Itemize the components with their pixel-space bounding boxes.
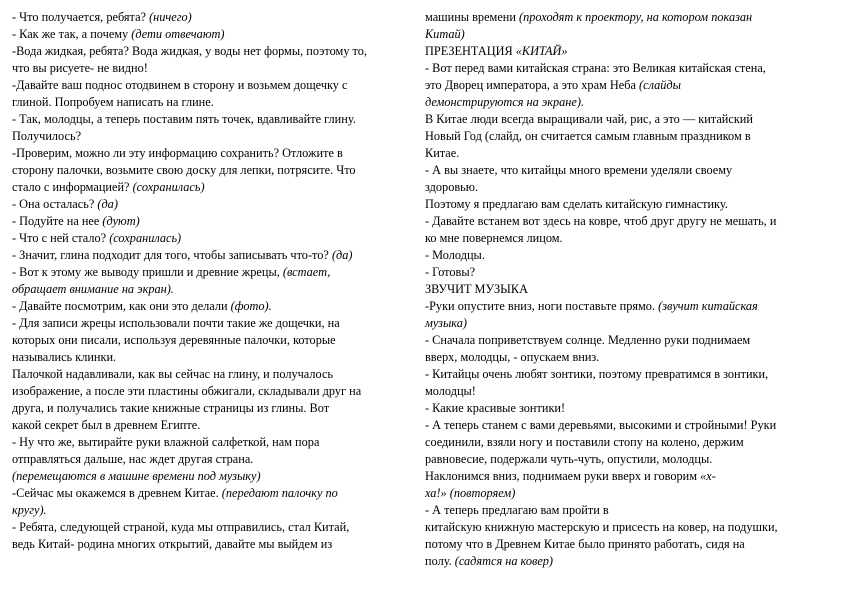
text-segment: - А теперь предлагаю вам пройти в [425,503,609,517]
text-segment: - Вот перед вами китайская страна: это Великая китайская стена, [425,61,766,75]
italic-remark: (проходят к проектору, на котором показан [519,10,753,24]
text-line [425,485,830,502]
text-line [12,502,407,519]
text-line [12,77,407,94]
italic-remark: (дети отвечают) [131,27,225,41]
text-line [425,553,830,570]
text-line [425,264,830,281]
text-segment: - А вы знаете, что китайцы много времени уделяли своему [425,163,733,177]
text-segment: Палочкой надавливали, как вы сейчас на глину, и получалось [12,367,334,381]
text-line [12,451,407,468]
text-segment: друга, и получались такие книжные страницы из глины. Вот [12,401,330,415]
italic-remark: (перемещаются в машине времени под музыку) [12,469,261,483]
italic-remark: (встает, [282,265,331,279]
text-line [425,281,830,298]
text-line [12,26,407,43]
italic-remark: (дуют) [102,214,140,228]
text-segment: Китае. [425,146,460,160]
text-line [12,179,407,196]
text-line [425,247,830,264]
text-segment: - Так, молодцы, а теперь поставим пять точек, вдавливайте глину. [12,112,356,126]
text-segment: ко мне повернемся лицом. [425,231,563,245]
text-segment: - Давайте встанем вот здесь на ковре, чтоб друг другу не мешать, и [425,214,777,228]
text-segment: - Что получается, ребята? [12,10,150,24]
text-segment: - Что с ней стало? [12,231,110,245]
text-segment: - Китайцы очень любят зонтики, поэтому превратимся в зонтики, [425,367,769,381]
text-line [425,434,830,451]
italic-remark: (да) [331,248,353,262]
text-line [425,196,830,213]
text-segment: - Ну что же, вытирайте руки влажной салфеткой, нам пора [12,435,320,449]
italic-remark: (сохранилась) [109,231,182,245]
text-line [425,400,830,417]
text-segment: - Ребята, следующей страной, куда мы отправились, стал Китай, [12,520,350,534]
italic-remark: (фото). [230,299,272,313]
text-segment: что вы рисуете- не видно! [12,61,148,75]
text-segment: - Подуйте на нее [12,214,103,228]
text-line [12,366,407,383]
text-line [12,434,407,451]
text-line [12,281,407,298]
text-segment: сторону палочки, возьмите свою доску для лепки, потрясите. Что [12,163,356,177]
text-line [425,77,830,94]
text-line [12,468,407,485]
text-segment: -Вода жидкая, ребята? Вода жидкая, у воды нет формы, поэтому то, [12,44,367,58]
text-line [425,111,830,128]
text-line [12,349,407,366]
text-line [425,213,830,230]
text-line [425,128,830,145]
text-line [425,315,830,332]
italic-remark: музыка) [425,316,467,330]
text-segment: какой секрет был в древнем Египте. [12,418,201,432]
text-line [12,128,407,145]
italic-remark: (ничего) [149,10,192,24]
italic-remark: (да) [97,197,118,211]
left-column [12,9,407,553]
text-line [12,536,407,553]
right-column [425,9,830,570]
text-segment: - Готовы? [425,265,476,279]
text-line [12,519,407,536]
text-line [425,417,830,434]
text-line [425,366,830,383]
text-line [425,536,830,553]
text-segment: - А теперь станем с вами деревьями, высокими и стройными! Руки [425,418,777,432]
text-line [12,264,407,281]
text-line [12,60,407,77]
text-line [12,213,407,230]
text-segment: В Китае люди всегда выращивали чай, рис, а это — китайский [425,112,753,126]
text-line [425,519,830,536]
italic-remark: (садятся на ковер) [454,554,554,568]
text-line [12,230,407,247]
text-line [425,349,830,366]
text-segment: - Сначала поприветствуем солнце. Медленно руки поднимаем [425,333,751,347]
text-line [12,162,407,179]
text-line [425,26,830,43]
text-line [12,247,407,264]
text-segment: -Давайте ваш поднос отодвинем в сторону и возьмем дощечку с [12,78,348,92]
text-segment: китайскую книжную мастерскую и присесть на ковер, на подушки, [425,520,778,534]
text-line [12,315,407,332]
italic-remark: кругу). [12,503,47,517]
text-line [12,111,407,128]
text-line [425,298,830,315]
text-segment: Новый Год (слайд, он считается самым главным праздником в [425,129,751,143]
text-segment: - Она осталась? [12,197,98,211]
text-segment: машины времени [425,10,520,24]
text-segment: которых они писали, используя деревянные палочки, которые [12,333,336,347]
text-segment: полу. [425,554,455,568]
text-line [425,468,830,485]
text-line [425,9,830,26]
text-segment: потому что в Древнем Китае было принято работать, сидя на [425,537,745,551]
text-segment: ЗВУЧИТ МУЗЫКА [425,282,528,296]
text-line [425,60,830,77]
text-segment: это Дворец императора, а это храм Неба [425,78,640,92]
italic-remark: «КИТАЙ» [515,44,568,58]
text-line [12,383,407,400]
text-line [425,383,830,400]
italic-remark: «х- [700,469,716,483]
text-line [12,417,407,434]
text-line [425,94,830,111]
text-segment: стало с информацией? [12,180,133,194]
text-segment: глиной. Попробуем написать на глине. [12,95,214,109]
text-line [425,145,830,162]
italic-remark: (слайды [639,78,681,92]
text-segment: ПРЕЗЕНТАЦИЯ [425,44,516,58]
italic-remark: (звучит китайская [658,299,758,313]
text-line [12,400,407,417]
text-segment: соединили, взяли ногу и поставили стопу на колено, держим [425,435,744,449]
text-line [12,145,407,162]
text-segment: Наклонимся вниз, поднимаем руки вверх и говорим [425,469,701,483]
text-segment: - Какие красивые зонтики! [425,401,566,415]
text-segment: Получилось? [12,129,82,143]
text-line [12,94,407,111]
text-segment: здоровью. [425,180,479,194]
italic-remark: (сохранилась) [132,180,205,194]
text-line [12,196,407,213]
text-line [12,9,407,26]
italic-remark: демонстрируются на экране). [425,95,585,109]
text-segment: - Для записи жрецы использовали почти такие же дощечки, на [12,316,340,330]
text-segment: - Давайте посмотрим, как они это делали [12,299,231,313]
text-segment: назывались клинки. [12,350,117,364]
text-line [425,162,830,179]
text-line [425,179,830,196]
text-line [425,502,830,519]
text-segment: - Молодцы. [425,248,485,262]
text-segment: изображение, а после эти пластины обжигали, складывали друг на [12,384,362,398]
text-segment: ведь Китай- родина многих открытий, давайте мы выйдем из [12,537,333,551]
text-line [425,230,830,247]
text-segment: -Сейчас мы окажемся в древнем Китае. [12,486,222,500]
text-segment: -Руки опустите вниз, ноги поставьте прямо. [425,299,659,313]
italic-remark: Китай) [425,27,465,41]
italic-remark: ха!» (повторяем) [425,486,516,500]
text-segment: - Как же так, а почему [12,27,132,41]
text-segment: равновесие, подержали чуть-чуть, опустили, молодцы. [425,452,713,466]
text-line [12,43,407,60]
text-segment: молодцы! [425,384,476,398]
text-segment: вверх, молодцы, - опускаем вниз. [425,350,600,364]
text-segment: - Вот к этому же выводу пришли и древние жрецы, [12,265,283,279]
text-segment: Поэтому я предлагаю вам сделать китайскую гимнастику. [425,197,728,211]
text-segment: отправляться дальше, нас ждет другая страна. [12,452,254,466]
text-line [425,332,830,349]
italic-remark: (передают палочку по [221,486,338,500]
text-segment: - Значит, глина подходит для того, чтобы записывать что-то? [12,248,332,262]
text-line [12,298,407,315]
text-segment: -Проверим, можно ли эту информацию сохранить? Отложите в [12,146,343,160]
italic-remark: обращает внимание на экран). [12,282,174,296]
text-line [425,451,830,468]
text-line [12,332,407,349]
text-line [425,43,830,60]
text-line [12,485,407,502]
